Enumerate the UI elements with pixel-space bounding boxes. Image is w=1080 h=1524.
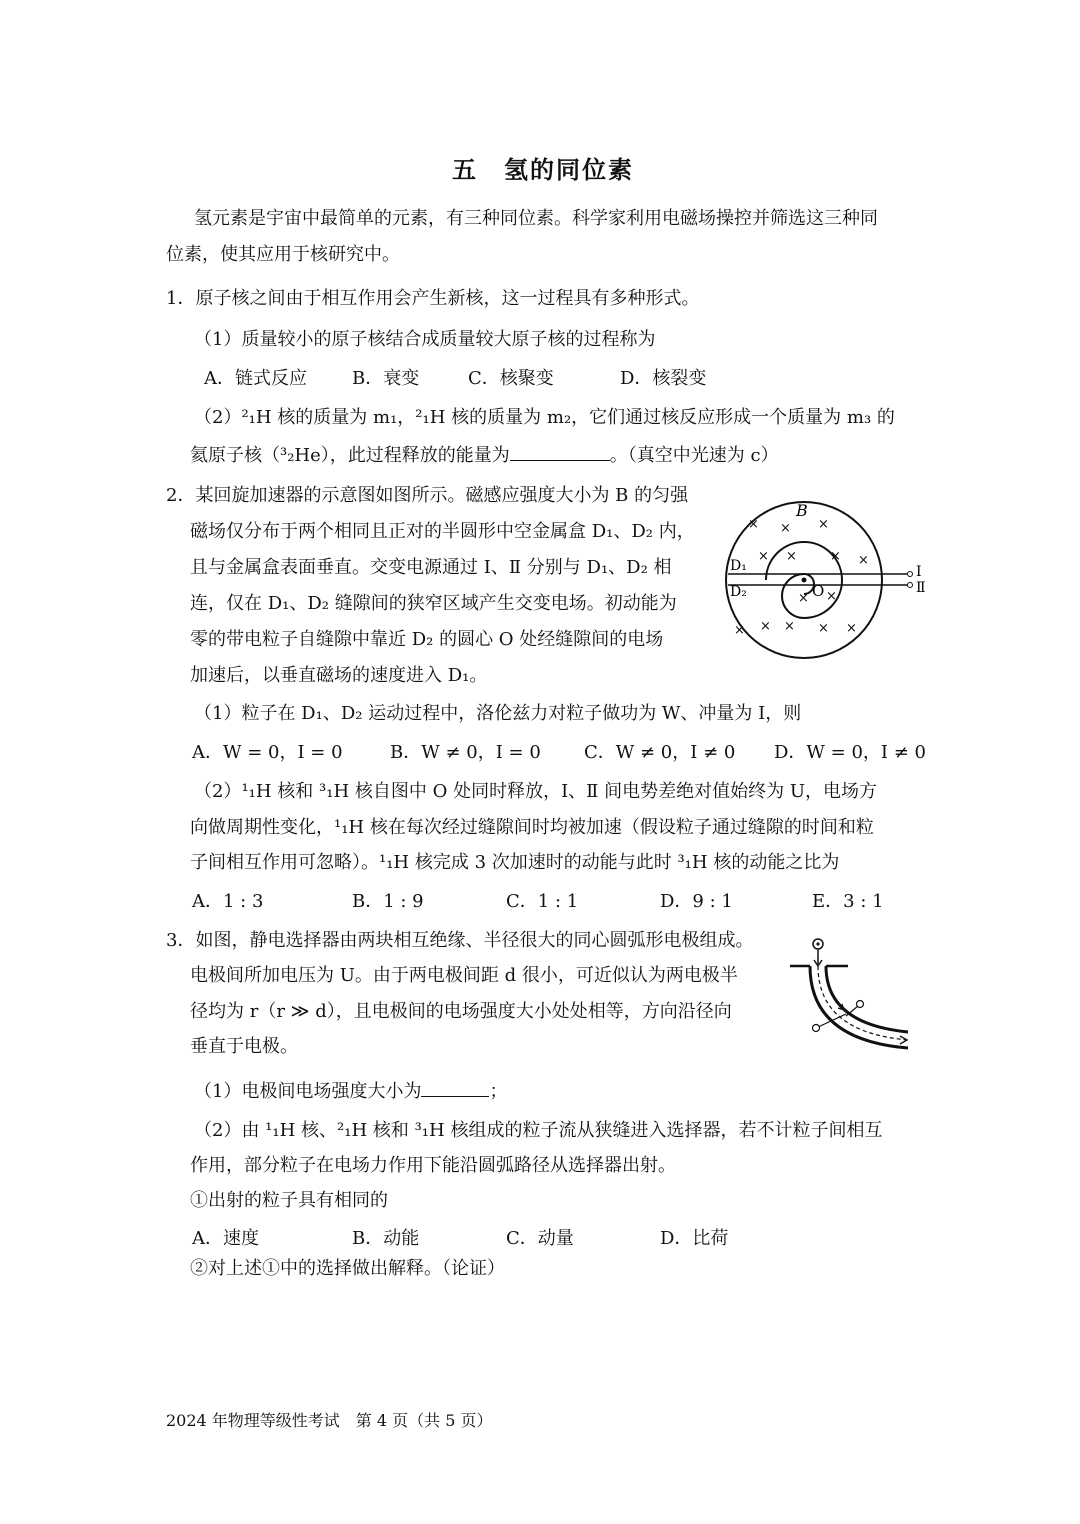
q2-p2-option-b: B．1 : 9 [352, 891, 424, 912]
q2-p1-option-b: B．W ≠ 0，I = 0 [390, 742, 541, 763]
q3-part2-line1: （2）由 ¹₁H 核、²₁H 核和 ³₁H 核组成的粒子流从狭缝进入选择器，若不计粒子间相互 [194, 1120, 883, 1141]
q2-p2-option-a: A．1 : 3 [192, 891, 264, 912]
center-o-dot [802, 578, 807, 583]
q2-line-5: 零的带电粒子自缝隙中靠近 D₂ 的圆心 O 处经缝隙间的电场 [190, 629, 664, 650]
q1-answer-blank[interactable] [510, 442, 610, 461]
q1-p1-option-b: B．衰变 [352, 368, 420, 389]
svg-text:×: × [780, 521, 791, 536]
terminal-ii [908, 583, 913, 588]
q3-sub1-option-a: A．速度 [192, 1228, 259, 1249]
svg-text:×: × [818, 517, 829, 532]
terminal-outer [857, 1001, 864, 1008]
svg-text:×: × [830, 549, 841, 564]
q1-part1: （1）质量较小的原子核结合成质量较大原子核的过程称为 [194, 329, 656, 350]
svg-text:×: × [858, 553, 869, 568]
svg-text:×: × [758, 549, 769, 564]
q3-sub2: ②对上述①中的选择做出解释。（论证） [190, 1258, 505, 1279]
svg-text:×: × [818, 621, 829, 636]
q2-line-2: 磁场仅分布于两个相同且正对的半圆形中空金属盒 D₁、D₂ 内， [190, 521, 695, 542]
svg-text:×: × [760, 619, 771, 634]
label-b: B [796, 501, 808, 520]
label-d2: D₂ [730, 584, 747, 600]
q3-answer-blank[interactable] [421, 1078, 489, 1097]
cyclotron-diagram [718, 490, 928, 670]
q3-line-2: 电极间所加电压为 U。由于两电极间距 d 很小，可近似认为两电极半 [190, 965, 738, 986]
q2-part2-line1: （2）¹₁H 核和 ³₁H 核自图中 O 处同时释放，Ⅰ、Ⅱ 间电势差绝对值始终为 U，电场方 [194, 781, 878, 802]
q2-p2-option-c: C．1 : 1 [506, 891, 579, 912]
intro-line-1: 氢元素是宇宙中最简单的元素，有三种同位素。科学家利用电磁场操控并筛选这三种同 [194, 208, 878, 229]
q3-line-1: 3．如图，静电选择器由两块相互绝缘、半径很大的同心圆弧形电极组成。 [166, 930, 754, 951]
q1-p2-text-a: 氦原子核（³₂He），此过程释放的能量为 [190, 445, 510, 466]
terminal-i [908, 572, 913, 577]
q2-part2-line3: 子间相互作用可忽略）。¹₁H 核完成 3 次加速时的动能与此时 ³₁H 核的动能之比为 [190, 852, 840, 873]
q3-line-3: 径均为 r（r ≫ d），且电极间的电场强度大小处处相等，方向沿径向 [190, 1001, 732, 1022]
q3-sub1-option-d: D．比荷 [660, 1228, 729, 1249]
label-i: Ⅰ [916, 564, 922, 580]
page-footer: 2024 年物理等级性考试 第 4 页（共 5 页） [166, 1411, 493, 1430]
q2-line-4: 连，仅在 D₁、D₂ 缝隙间的狭窄区域产生交变电场。初动能为 [190, 593, 677, 614]
label-d1: D₁ [730, 558, 747, 574]
q2-p1-option-a: A．W = 0，I = 0 [192, 742, 343, 763]
section-title [452, 150, 634, 185]
q1-p2-text-b: 。（真空中光速为 c） [609, 445, 779, 466]
label-o: O [812, 582, 825, 600]
q1-p1-option-c: C．核聚变 [468, 368, 554, 389]
svg-text:×: × [798, 591, 809, 606]
q1-p1-option-a: A．链式反应 [204, 368, 307, 389]
svg-text:×: × [826, 589, 837, 604]
electrostatic-selector-diagram [786, 932, 916, 1067]
q2-p1-option-c: C．W ≠ 0，I ≠ 0 [584, 742, 736, 763]
intro-line-2: 位素，使其应用于核研究中。 [166, 244, 400, 265]
q1-stem: 1．原子核之间由于相互作用会产生新核，这一过程具有多种形式。 [166, 288, 700, 309]
q2-part2-line2: 向做周期性变化，¹₁H 核在每次经过缝隙间时均被加速（假设粒子通过缝隙的时间和粒 [190, 817, 874, 838]
q3-sub1-option-c: C．动量 [506, 1228, 574, 1249]
q2-line-3: 且与金属盒表面垂直。交变电源通过 Ⅰ、Ⅱ 分别与 D₁、D₂ 相 [190, 557, 672, 578]
q3-sub1-option-b: B．动能 [352, 1228, 420, 1249]
section-title-text: 氢的同位素 [504, 155, 634, 184]
section-number: 五 [452, 155, 478, 184]
q2-part1: （1）粒子在 D₁、D₂ 运动过程中，洛伦兹力对粒子做功为 W、冲量为 I，则 [194, 703, 802, 724]
q2-line-1: 2．某回旋加速器的示意图如图所示。磁感应强度大小为 B 的匀强 [166, 485, 689, 506]
terminal-inner [813, 1025, 820, 1032]
q3-sub1: ①出射的粒子具有相同的 [190, 1190, 388, 1211]
svg-text:×: × [846, 621, 857, 636]
q3-p1-text-b: ； [489, 1081, 508, 1102]
outer-electrode [826, 966, 908, 1032]
label-ii: Ⅱ [916, 580, 926, 596]
q3-line-4: 垂直于电极。 [190, 1036, 298, 1057]
q2-line-6: 加速后，以垂直磁场的速度进入 D₁。 [190, 665, 488, 686]
svg-text:×: × [784, 619, 795, 634]
q1-part2-line1: （2）²₁H 核的质量为 m₁，²₁H 核的质量为 m₂，它们通过核反应形成一个质量为 m₃ 的 [194, 407, 895, 428]
q3-part2-line2: 作用，部分粒子在电场力作用下能沿圆弧路径从选择器出射。 [190, 1155, 676, 1176]
q2-p1-option-d: D．W = 0，I ≠ 0 [774, 742, 926, 763]
q3-part1 [194, 1078, 507, 1103]
svg-text:×: × [748, 517, 759, 532]
q2-p2-option-d: D．9 : 1 [660, 891, 733, 912]
q3-p1-text-a: （1）电极间电场强度大小为 [194, 1081, 422, 1102]
svg-text:×: × [786, 549, 797, 564]
q2-p2-option-e: E．3 : 1 [812, 891, 884, 912]
q1-p1-option-d: D．核裂变 [620, 368, 707, 389]
svg-text:×: × [734, 623, 745, 638]
q1-part2-line2 [190, 442, 779, 467]
